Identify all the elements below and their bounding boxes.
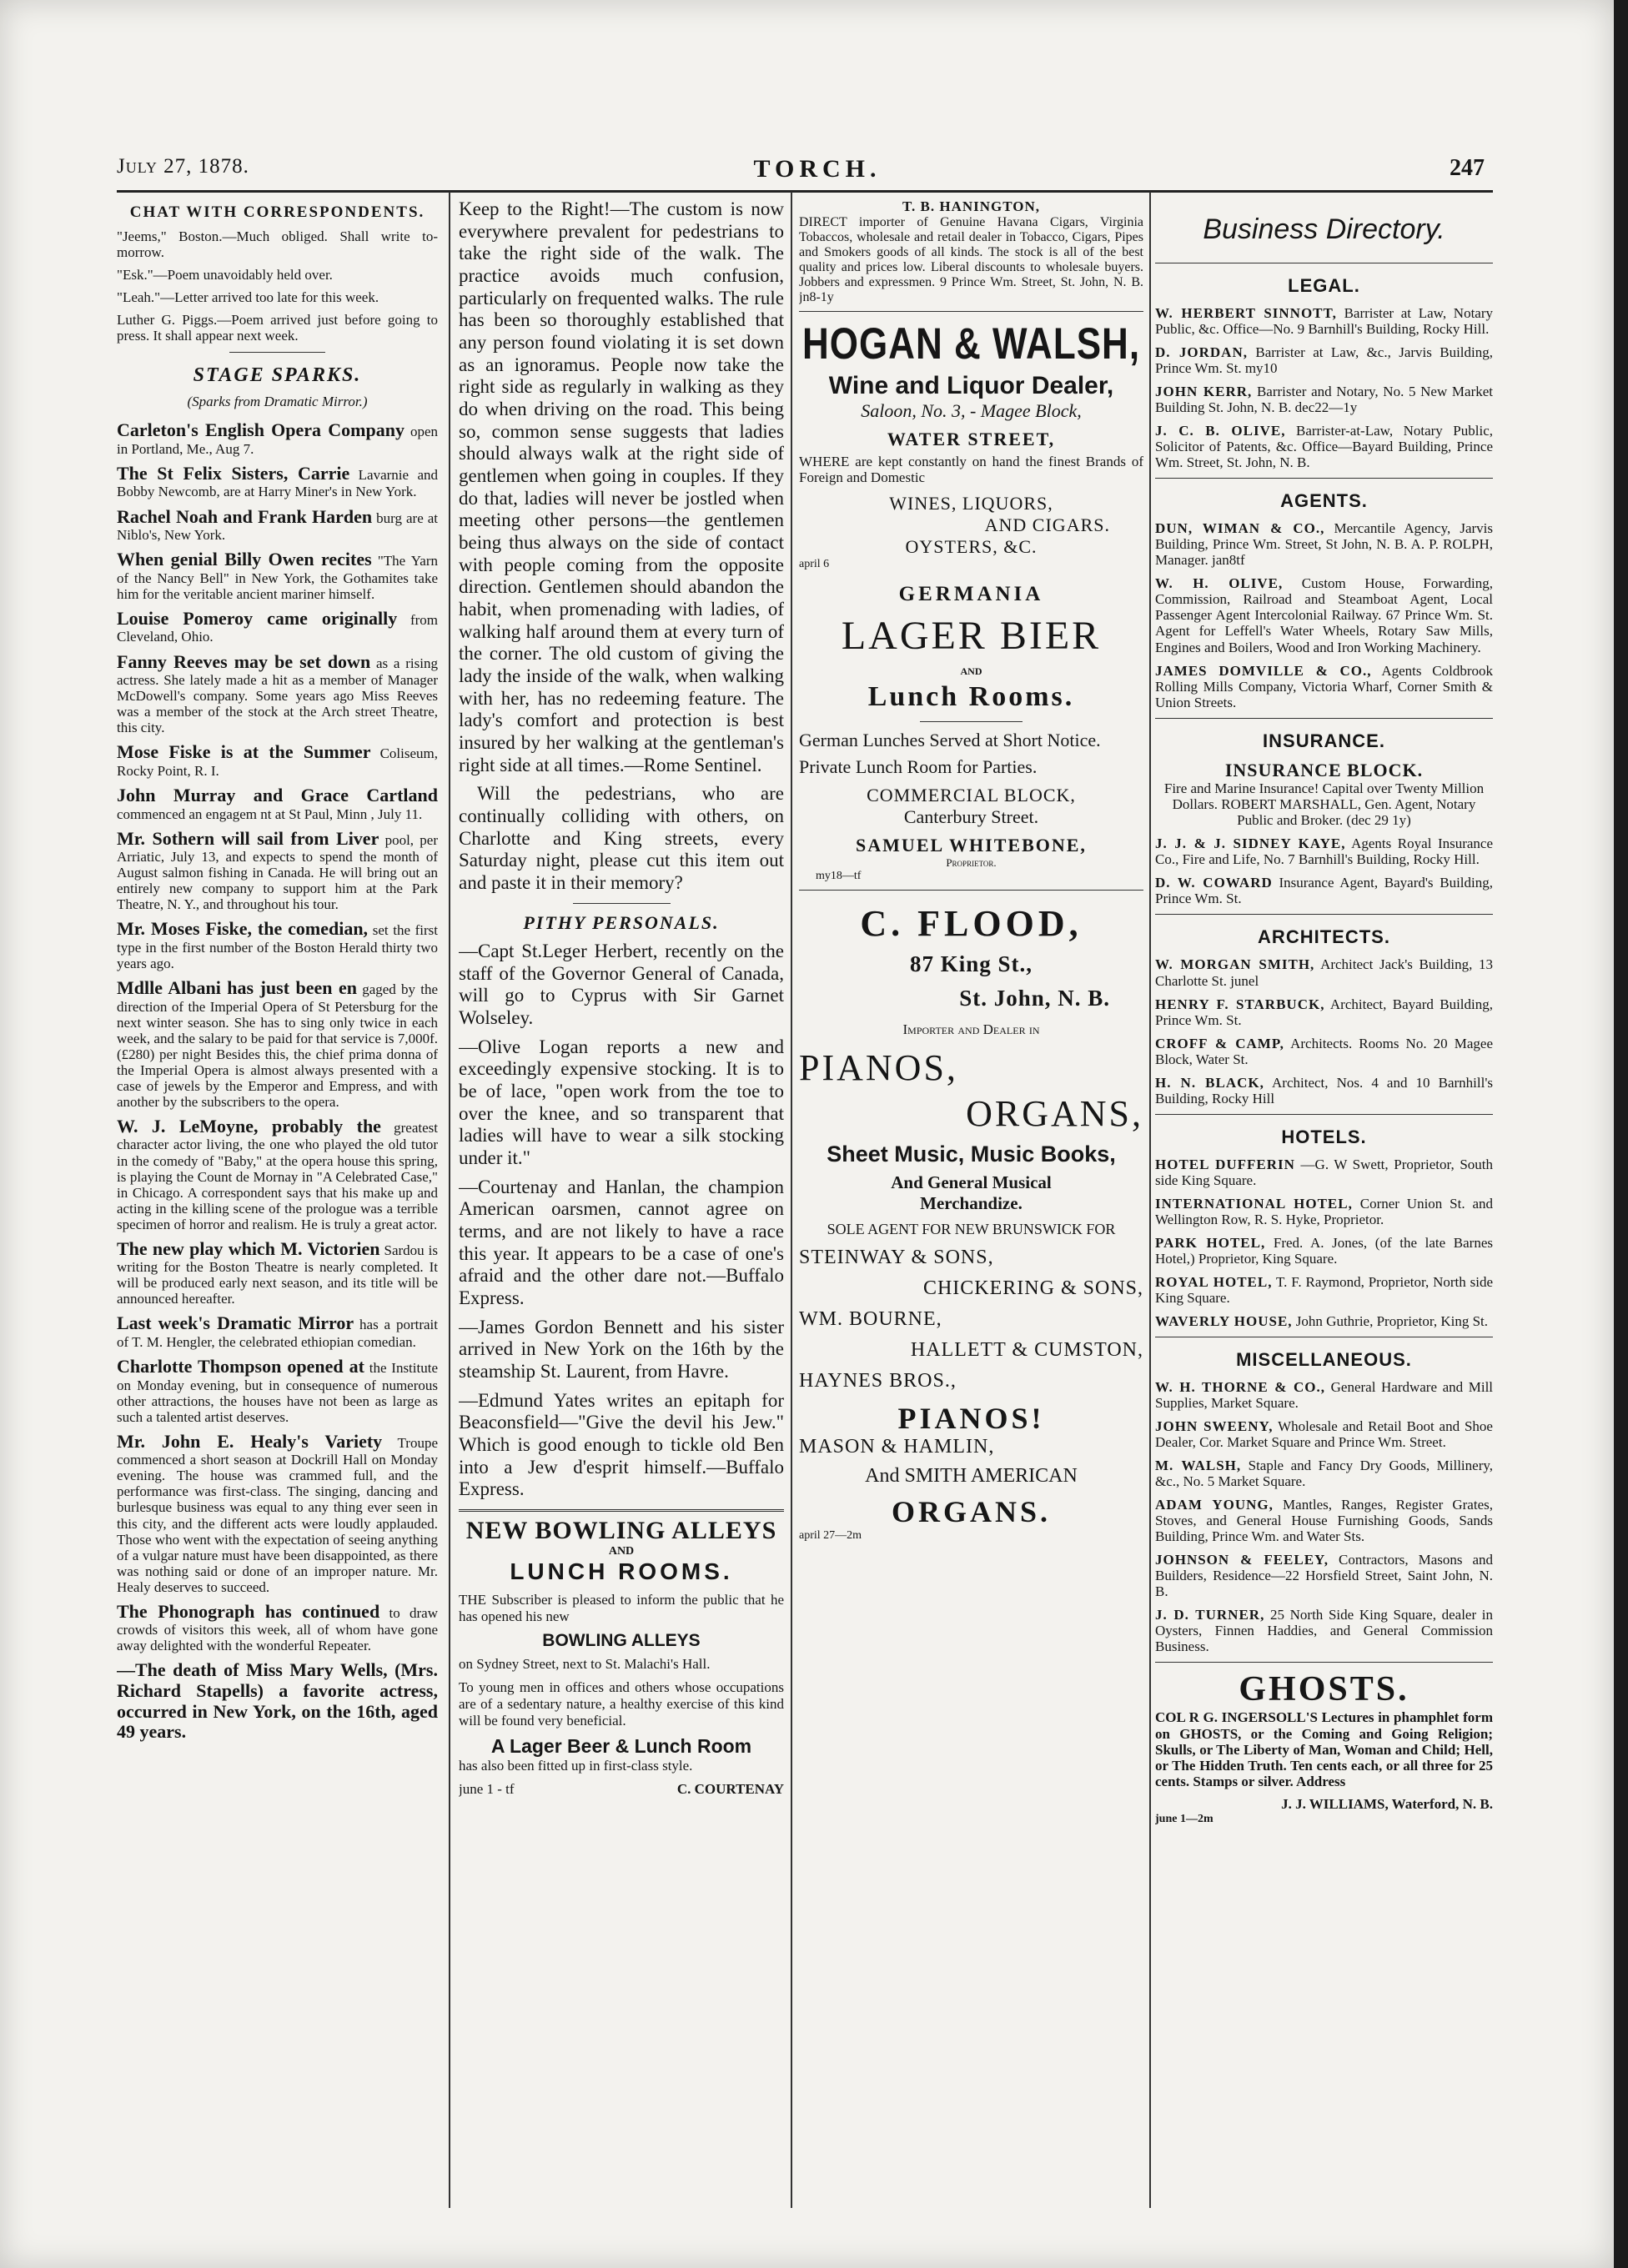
entry-name: JOHN SWEENY, <box>1155 1418 1274 1435</box>
directory-entry <box>1155 663 1493 710</box>
entry-name: PARK HOTEL, <box>1155 1234 1266 1251</box>
column-3 <box>799 198 1143 2216</box>
hogan-street: WATER STREET, <box>887 429 1056 450</box>
spark-text: Coliseum, Rocky Point, R. I. <box>117 745 438 779</box>
spark-lead: The Phonograph has continued <box>117 1600 380 1622</box>
spark-lead: —The death of Miss Mary Wells, (Mrs. Richard Stapells) a favorite actress, occurred in New York, on the 16th, aged 49 years. <box>117 1659 438 1743</box>
flood-smith: And SMITH AMERICAN <box>865 1464 1078 1487</box>
entry-name: INSURANCE BLOCK. <box>1224 759 1424 780</box>
directory-category: ARCHITECTS. <box>1258 926 1390 948</box>
pithy-item: —Edmund Yates writes an epitaph for Beaconsfield—"Give the devil his Jew." Which is good enough to tickle old Ben into a Jew d'esprit himself.—Buffalo Express. <box>459 1389 784 1500</box>
spark-text: from Cleveland, Ohio. <box>117 611 438 645</box>
pithy-item: —James Gordon Bennett and his sister arrived in New York on the 16th by the steamship St. Laurent, from Havre. <box>459 1316 784 1382</box>
entry-name: CROFF & CAMP, <box>1155 1035 1284 1051</box>
entry-name: JOHNSON & FEELEY, <box>1155 1552 1329 1568</box>
ghosts-date: june 1—2m <box>1155 1812 1213 1825</box>
directory-entry <box>1155 1379 1493 1411</box>
flood-date: april 27—2m <box>799 1528 862 1542</box>
entry-name: JAMES DOMVILLE & CO., <box>1155 662 1372 679</box>
flood-pianos: PIANOS, <box>799 1046 958 1088</box>
entry-text: Barrister and Notary, No. 5 New Market Building St. John, N. B. dec22—1y <box>1155 384 1493 416</box>
bowling-alleys: BOWLING ALLEYS <box>542 1631 701 1651</box>
spark-lead: Louise Pomeroy came originally <box>117 607 398 629</box>
pithy-item: —Courtenay and Hanlan, the champion American oarsmen, cannot agree on terms, and are not likely to have a race this year. It appears to be a case of one's afraid and the other dare not.—Buffalo Express. <box>459 1176 784 1308</box>
germania-block: COMMERCIAL BLOCK, <box>867 784 1076 805</box>
ad-rule <box>799 890 1143 891</box>
flood-addr2: St. John, N. B. <box>959 985 1110 1011</box>
directory-entry <box>1155 956 1493 988</box>
spark-text: burg are at Niblo's, New York. <box>117 509 438 544</box>
entry-text: Contractors, Masons and Builders, Residence—22 Horsfield Street, Saint John, N. B. <box>1155 1552 1493 1600</box>
flood-maker: CHICKERING & SONS, <box>922 1277 1143 1299</box>
entry-text: Agents Coldbrook Rolling Mills Company, Victoria Wharf, Corner Smith & Union Streets. <box>1155 662 1493 710</box>
directory-entry <box>1155 520 1493 568</box>
directory-entry <box>1155 875 1493 906</box>
hogan-trade: Wine and Liquor Dealer, <box>828 372 1114 400</box>
chat-item: Luther G. Piggs.—Poem arrived just before going to press. It shall appear next week. <box>117 312 438 344</box>
entry-text: Insurance Agent, Bayard's Building, Prince Wm. St. <box>1155 875 1493 907</box>
spark-lead: Mr. Sothern will sail from Liver <box>117 827 379 849</box>
masthead-title: TORCH. <box>753 155 882 183</box>
entry-text: Architect, Nos. 4 and 10 Barnhill's Building, Rocky Hill <box>1155 1074 1493 1106</box>
entry-name: HOTEL DUFFERIN <box>1155 1156 1295 1172</box>
stage-spark-item <box>117 978 438 1110</box>
stage-spark-item <box>117 464 438 500</box>
flood-maker: STEINWAY & SONS, <box>799 1246 994 1268</box>
flood-ad <box>799 902 1143 1543</box>
issue-date: July 27, 1878. <box>117 155 249 178</box>
spark-text: "The Yarn of the Nancy Bell" in New York, the Gothamites take him for the veritable ancient mariner himself. <box>117 553 438 602</box>
spark-text: greatest character actor living, the one who played the old tutor in the comedy of "Baby," at the opera house this spring, is playing the Count de Mornay in "A Celebrated Case," in Chicago. A correspondent says that his make up and acting in the killing scene of the prologue was a terrible specimen of horror and realism. He is truly a great actor. <box>117 1119 438 1232</box>
entry-name: W. MORGAN SMITH, <box>1155 956 1315 973</box>
entry-name: M. WALSH, <box>1155 1458 1242 1474</box>
directory-category: AGENTS. <box>1280 490 1368 512</box>
directory-entry <box>1155 1607 1493 1654</box>
stage-spark-item <box>117 829 438 913</box>
entry-name: ADAM YOUNG, <box>1155 1497 1274 1513</box>
spark-lead: Rachel Noah and Frank Harden <box>117 505 373 527</box>
entry-name: H. N. BLACK, <box>1155 1074 1264 1091</box>
chat-item: "Leah."—Letter arrived too late for this week. <box>117 289 379 306</box>
directory-entry <box>1155 1075 1493 1106</box>
stage-spark-item <box>117 1432 438 1595</box>
directory-entry <box>1155 1196 1493 1227</box>
spark-lead: Mdlle Albani has just been en <box>117 977 357 998</box>
chat-item: "Jeems," Boston.—Much obliged. Shall write to-morrow. <box>117 228 438 261</box>
flood-organs2: ORGANS. <box>891 1494 1052 1528</box>
hogan-date: april 6 <box>799 557 830 570</box>
stage-spark-item <box>117 549 438 602</box>
stage-spark-item <box>117 609 438 645</box>
entry-text: John Guthrie, Proprietor, King St. <box>1295 1312 1489 1329</box>
spark-text: the Institute on Monday evening, but in consequence of numerous other attractions, the houses have not been as large as such a talented artist deserves. <box>117 1360 438 1425</box>
directory-entry <box>1155 835 1493 867</box>
germania-line2: Private Lunch Room for Parties. <box>799 756 1038 778</box>
divider <box>229 352 326 353</box>
spark-text: gaged by the direction of the Imperial Opera of St Petersburg for the next winter season. She has to sing only twice in each week, and the salary to be paid for that service is 7,000f. (£280) per night Besides this, the chief prima donna of the Imperial Opera is almost always presented with a case of jewels by the Emperor and Empress, and with another by the subscribers to the opera. <box>117 981 438 1110</box>
hogan-saloon: Saloon, No. 3, - Magee Block, <box>861 400 1082 422</box>
directory-entry <box>1155 1497 1493 1544</box>
directory-entry <box>1155 423 1493 470</box>
flood-pianos2: PIANOS! <box>897 1401 1045 1435</box>
entry-text: Wholesale and Retail Boot and Shoe Dealer, Cor. Market Square and Prince Wm. Street. <box>1155 1418 1493 1451</box>
stage-spark-item <box>117 652 438 736</box>
chat-heading: CHAT WITH CORRESPONDENTS. <box>129 203 425 221</box>
germania-date: my18—tf <box>816 869 862 882</box>
hanington-name: T. B. HANINGTON, <box>902 198 1041 214</box>
flood-sole-agent: SOLE AGENT FOR NEW BRUNSWICK FOR <box>827 1220 1116 1237</box>
keep-right-article: Keep to the Right!—The custom is now everywhere prevalent for pedestrians to take the right side of the walk. The practice avoids much confusion, particularly on frequented walks. The rule has been so thoroughly established that any person found violating it is set down as an ignoramus. People now take the right side as regularly in walking as they do when driving on the road. This being so, common sense suggests that ladies should always walk at the right side of gentlemen when going in couples. If they do that, ladies will never be jostled when meeting other persons—the gentlemen being thus always on the side of contact with people coming from the opposite direction. Gentlemen should abandon the habit, when promenading with ladies, of walking half around them at every turn of the corner. The old custom of giving the lady the inside of the walk, when walking with her, has no redeeming feature. The lady's comfort and protection is best insured by her walking at the gentleman's right side at all times.—Rome Sentinel. <box>459 198 784 775</box>
entry-name: W. HERBERT SINNOTT, <box>1155 305 1337 321</box>
spark-text: commenced an engagem nt at St Paul, Minn , July 11. <box>117 805 423 822</box>
entry-text: Fire and Marine Insurance! Capital over Twenty Million Dollars. ROBERT MARSHALL, Gen. Agent, Notary Public and Broker. (dec 29 1y) <box>1163 780 1485 829</box>
directory-entry <box>1155 996 1493 1028</box>
entry-name: WAVERLY HOUSE, <box>1155 1312 1293 1329</box>
column-rule <box>449 192 450 2208</box>
category-rule <box>1155 914 1493 915</box>
entry-name: HENRY F. STARBUCK, <box>1155 996 1325 1012</box>
entry-text: Architect, Bayard Building, Prince Wm. St. <box>1155 996 1493 1028</box>
bowling-owner: C. COURTENAY <box>676 1780 784 1797</box>
hogan-oysters: OYSTERS, &C. <box>905 535 1038 557</box>
directory-entry <box>1155 760 1493 829</box>
pithy-item: —Capt St.Leger Herbert, recently on the staff of the Governor General of Canada, will go to Cyprus with Sir Garnet Wolseley. <box>459 940 784 1028</box>
stage-spark-item <box>117 919 438 971</box>
entry-text: Barrister at Law, Notary Public, &c. Office—No. 9 Barnhill's Building, Rocky Hill. <box>1155 305 1493 338</box>
column-rule <box>791 192 792 2208</box>
germania-prop: Proprietor. <box>946 856 997 869</box>
hogan-wines: WINES, LIQUORS, <box>889 492 1053 514</box>
spark-text: open in Portland, Me., Aug 7. <box>117 424 438 457</box>
entry-text: Architect Jack's Building, 13 Charlotte St. junel <box>1155 956 1493 989</box>
spark-lead: When genial Billy Owen recites <box>117 549 372 570</box>
directory-entry <box>1155 1418 1493 1450</box>
directory-entry <box>1155 1458 1493 1489</box>
spark-lead: The St Felix Sisters, Carrie <box>117 462 350 484</box>
chat-item: "Esk."—Poem unavoidably held over. <box>117 267 333 284</box>
flood-maker: HALLETT & CUMSTON, <box>910 1338 1143 1361</box>
directory-entry <box>1155 1313 1493 1329</box>
entry-text: Barrister-at-Law, Notary Public, Solicitor of Patents, &c. Office—Bayard Building, Prince Wm. Street, St. John, N. B. <box>1155 423 1493 471</box>
spark-lead: Mose Fiske is at the Summer <box>117 741 371 763</box>
entry-text: Corner Union St. and Wellington Row, R. S. Hyke, Proprietor. <box>1155 1195 1493 1227</box>
ad-rule <box>459 1509 784 1512</box>
lager-body: has also been fitted up in first-class style. <box>459 1758 693 1774</box>
entry-text: 25 North Side King Square, dealer in Oysters, Finnen Haddies, and General Commission Business. <box>1155 1607 1493 1655</box>
flood-name: C. FLOOD, <box>860 902 1083 944</box>
stage-sparks-source: (Sparks from Dramatic Mirror.) <box>187 394 368 410</box>
header-rule <box>117 190 1493 193</box>
directory-entry <box>1155 1274 1493 1306</box>
bowling-ad <box>459 1517 784 1798</box>
germania-line1: German Lunches Served at Short Notice. <box>799 729 1101 750</box>
germania-and: AND <box>960 665 982 677</box>
spark-lead: Mr. Moses Fiske, the comedian, <box>117 918 369 940</box>
ghosts-body: COL R G. INGERSOLL'S Lectures in phamphlet form on GHOSTS, or the Coming and Going Religion; Skulls, or The Liberty of Man, Woman and Child; Hell, or The Hidden Truth. Ten cents each, or all three for 25 cents. Stamps or silver. Address <box>1155 1709 1493 1789</box>
flood-sheet-music: Sheet Music, Music Books, <box>827 1141 1116 1167</box>
directory-category: HOTELS. <box>1281 1126 1367 1147</box>
ad-rule <box>799 311 1143 312</box>
bowling-body: THE Subscriber is pleased to inform the public that he has opened his new <box>459 1591 784 1624</box>
flood-addr1: 87 King St., <box>909 951 1033 976</box>
hogan-name: HOGAN & WALSH, <box>801 319 1141 369</box>
spark-text: Troupe commenced a short season at Dockrill Hall on Monday evening. The house was crammed full, and the performance was first-class. The singing, dancing and burlesque business was equal to any thing ever seen in this city, and the different acts were loudly applauded. Those who went with the expectation of seeing anything of a vulgar nature must have been disappointed, as there was nothing said or done of an improper nature. Mr. Healy deserves to succeed. <box>117 1434 438 1595</box>
entry-text: Mantles, Ranges, Register Grates, Stoves, and General House Furnishing Goods, Sands Building, Prince Wm. and Water Sts. <box>1155 1497 1493 1545</box>
spark-lead: Charlotte Thompson opened at <box>117 1356 364 1377</box>
ghosts-title: GHOSTS. <box>1239 1670 1409 1709</box>
bowling-location: on Sydney Street, next to St. Malachi's Hall. <box>459 1656 711 1673</box>
stage-spark-item <box>117 1116 438 1232</box>
spark-lead: Mr. John E. Healy's Variety <box>117 1430 383 1452</box>
hanington-ad <box>799 198 1143 304</box>
directory-category: INSURANCE. <box>1263 730 1385 751</box>
entry-text: T. F. Raymond, Proprietor, North side King Square. <box>1155 1273 1493 1306</box>
directory-entry <box>1155 305 1493 337</box>
stage-spark-item <box>117 742 438 779</box>
ad-rule <box>1155 1662 1493 1663</box>
flood-makers <box>799 1247 1143 1392</box>
germania-lunch: Lunch Rooms. <box>867 680 1075 712</box>
entry-text: Mercantile Agency, Jarvis Building, Prince Wm. Street, St John, N. B. A. P. ROLPH, Manager. jan8tf <box>1155 520 1493 569</box>
entry-name: W. H. THORNE & CO., <box>1155 1379 1326 1395</box>
flood-general: And General Musical Merchandize. <box>891 1172 1052 1213</box>
page-number: 247 <box>1450 155 1485 181</box>
entry-text: Staple and Fancy Dry Goods, Millinery, &c., No. 5 Market Square. <box>1155 1458 1493 1490</box>
spark-lead: The new play which M. Victorien <box>117 1237 380 1259</box>
germania-ad <box>799 583 1143 883</box>
divider <box>573 903 671 904</box>
entry-text: Custom House, Forwarding, Commission, Railroad and Steamboat Agent, Local Passenger Agent Intercolonial Railway. 67 Prince Wm. St. Agent for Leffell's Water Wheels, Rotary Saw Mills, Engines and Boilers, Wood and Iron Working Machinery. <box>1155 575 1493 655</box>
stage-sparks-list <box>117 420 438 1743</box>
stage-spark-item <box>117 1313 438 1350</box>
flood-organs: ORGANS, <box>966 1092 1143 1134</box>
hogan-body: WHERE are kept constantly on hand the finest Brands of Foreign and Domestic <box>799 454 1143 486</box>
lager-room: A Lager Beer & Lunch Room <box>490 1735 752 1758</box>
spark-text: as a rising actress. She lately made a hit as a member of Manager McDowell's company. Some years ago Miss Reeves was a member of the stock at the Arch street Theatre, this city. <box>117 655 438 736</box>
directory-entry <box>1155 1235 1493 1267</box>
entry-text: General Hardware and Mill Supplies, Market Square. <box>1155 1379 1493 1412</box>
entry-name: JOHN KERR, <box>1155 384 1253 400</box>
entry-text: Architects. Rooms No. 20 Magee Block, Water St. <box>1155 1035 1493 1067</box>
bowling-lunch: LUNCH ROOMS. <box>510 1558 733 1584</box>
flood-maker: HAYNES BROS., <box>799 1369 957 1392</box>
entry-name: ROYAL HOTEL, <box>1155 1273 1273 1290</box>
entry-name: J. D. TURNER, <box>1155 1607 1265 1623</box>
entry-name: DUN, WIMAN & CO., <box>1155 520 1325 537</box>
spark-lead: Last week's Dramatic Mirror <box>117 1312 354 1334</box>
ghosts-address: J. J. WILLIAMS, Waterford, N. B. <box>1281 1795 1493 1812</box>
stage-spark-item <box>117 507 438 544</box>
column-rule <box>1149 192 1151 2208</box>
directory-category: MISCELLANEOUS. <box>1236 1349 1412 1370</box>
spark-lead: W. J. LeMoyne, probably the <box>117 1115 381 1137</box>
category-rule <box>1155 1114 1493 1115</box>
hogan-cigars: AND CIGARS. <box>984 514 1110 535</box>
stage-spark-item <box>117 1660 438 1743</box>
directory-category: LEGAL. <box>1288 275 1360 296</box>
entry-text: Barrister at Law, &c., Jarvis Building, Prince Wm. St. my10 <box>1155 344 1493 377</box>
bowling-pitch: To young men in offices and others whose occupations are of a sedentary nature, a healthy exercise of this kind will be found very beneficial. <box>459 1679 784 1729</box>
entry-name: INTERNATIONAL HOTEL, <box>1155 1195 1353 1212</box>
divider <box>920 721 1023 722</box>
business-directory-title: Business Directory. <box>1203 213 1445 245</box>
spark-lead: Fanny Reeves may be set down <box>117 650 371 672</box>
newspaper-page <box>117 140 1493 2216</box>
flood-importer: Importer and Dealer in <box>902 1021 1040 1037</box>
spark-lead: John Murray and Grace Cartland <box>117 784 438 805</box>
stage-spark-item <box>117 1239 438 1307</box>
entry-text: Fred. A. Jones, (of the late Barnes Hotel,) Proprietor, King Square. <box>1155 1234 1493 1267</box>
spark-lead: Carleton's English Opera Company <box>117 419 404 441</box>
entry-name: W. H. OLIVE, <box>1155 575 1284 592</box>
germania-owner: SAMUEL WHITEBONE, <box>856 834 1087 856</box>
germania-lager: LAGER BIER <box>841 613 1102 658</box>
entry-name: J. J. & J. SIDNEY KAYE, <box>1155 835 1346 852</box>
hanington-body: DIRECT importer of Genuine Havana Cigars, Virginia Tobaccos, wholesale and retail dealer in Tobacco, Cigars, Pipes and Smokers goods of all kinds. The stock is all of the best quality and prices low. Liberal discounts to wholesale buyers. Jobbers and expressmen. 9 Prince Wm. Street, St. John, N. B. jn8-1y <box>799 215 1143 304</box>
spark-text: to draw crowds of visitors this week, all of whom have gone away delighted with the wonderful Repeater. <box>117 1604 438 1654</box>
entry-name: J. C. B. OLIVE, <box>1155 423 1286 439</box>
stage-spark-item <box>117 420 438 457</box>
business-directory <box>1155 263 1493 1654</box>
pithy-item: —Olive Logan reports a new and exceedingly expensive stocking. It is to be of lace, "open work from the toe to over the knee, and so transparent that ladies will have to wear a silk stocking under it." <box>459 1036 784 1168</box>
pedestrians-note: Will the pedestrians, who are continually colliding with others, on Charlotte and King streets, every Saturday night, please cut this item out and paste it in their memory? <box>459 783 784 894</box>
entry-text: —G. W Swett, Proprietor, South side King Square. <box>1155 1156 1493 1188</box>
flood-maker: WM. BOURNE, <box>799 1307 942 1330</box>
directory-entry <box>1155 1552 1493 1599</box>
pithy-heading: PITHY PERSONALS. <box>523 911 720 933</box>
stage-sparks-heading: STAGE SPARKS. <box>193 364 362 387</box>
bowling-title: NEW BOWLING ALLEYS <box>465 1516 777 1544</box>
column-1 <box>117 198 438 2216</box>
hogan-walsh-ad <box>799 319 1143 570</box>
spark-text: Sardou is writing for the Boston Theatre is nearly completed. It will be produced early next season, and its title will be announced hereafter. <box>117 1242 438 1307</box>
spark-text: pool, per Arriatic, July 13, and expects to spend the month of August salmon fishing in Canada. He will bring out an entirely new company to support him at the Park Theatre, N. Y., and throughout his tour. <box>117 831 438 913</box>
stage-spark-item <box>117 1602 438 1654</box>
spark-text: Lavarnie and Bobby Newcomb, are at Harry Miner's in New York. <box>117 466 438 500</box>
germania-name: GERMANIA <box>898 582 1044 605</box>
directory-entry <box>1155 575 1493 655</box>
entry-text: Agents Royal Insurance Co., Fire and Life, No. 7 Barnhill's Building, Rocky Hill. <box>1155 835 1493 868</box>
spark-text: has a portrait of T. M. Hengler, the celebrated ethiopian comedian. <box>117 1317 438 1350</box>
ghosts-ad <box>1155 1669 1493 1825</box>
entry-name: D. W. COWARD <box>1155 875 1273 891</box>
stage-spark-item <box>117 785 438 822</box>
column-2 <box>459 198 784 2216</box>
directory-entry <box>1155 344 1493 376</box>
stage-spark-item <box>117 1357 438 1425</box>
directory-entry <box>1155 1157 1493 1188</box>
category-rule <box>1155 718 1493 719</box>
spark-text: set the first type in the first number of the Boston Herald thirty two years ago. <box>117 922 438 971</box>
category-rule <box>1155 478 1493 479</box>
bowling-date: june 1 - tf <box>459 1780 515 1797</box>
directory-entry <box>1155 1036 1493 1067</box>
entry-name: D. JORDAN, <box>1155 344 1248 361</box>
column-4 <box>1155 198 1493 2216</box>
directory-entry <box>1155 384 1493 415</box>
bowling-and: AND <box>608 1544 635 1558</box>
flood-mason: MASON & HAMLIN, <box>799 1435 995 1458</box>
germania-street: Canterbury Street. <box>903 805 1039 827</box>
